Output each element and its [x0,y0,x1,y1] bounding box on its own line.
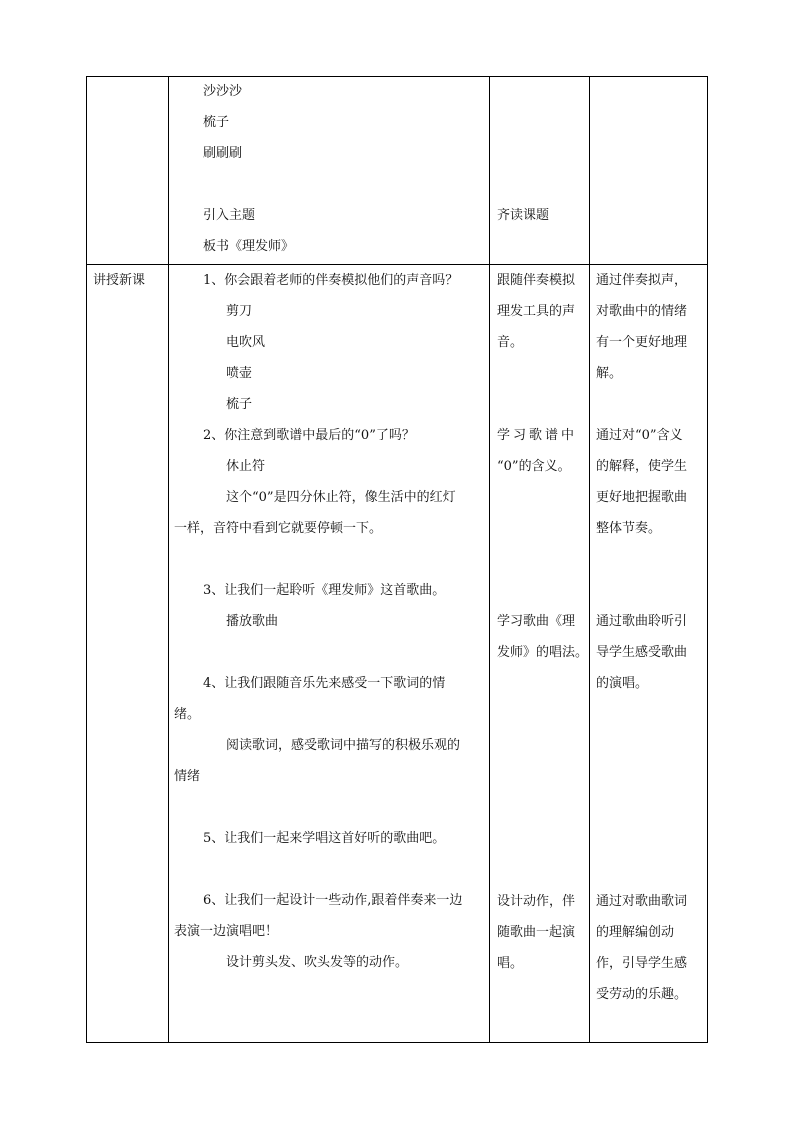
table-col-divider-2 [489,76,490,1043]
row1-line: 沙沙沙 [203,84,243,99]
step-4-question: 4、让我们跟随音乐先来感受一下歌词的情 [203,676,446,691]
row1-line: 梳子 [203,115,230,130]
row1-line: 引入主题 [203,208,256,223]
row1-line: 刷刷刷 [203,146,243,161]
design-intent-1: 通过伴奏拟声， 对歌曲中的情绪 有一个更好地理 解。 [596,273,688,381]
row1-student-activity: 齐读课题 [497,208,550,223]
design-intent-3: 通过歌曲聆听引 导学生感受歌曲 的演唱。 [596,614,688,691]
design-intent-2: 通过对“0”含义 的解释，使学生 更好地把握歌曲 整体节奏。 [596,428,688,536]
tool-item: 电吹风 [226,335,266,350]
design-intent-4: 通过对歌曲歌词 的理解编创动 作，引导学生感 受劳动的乐趣。 [596,894,688,1002]
step-2-question: 2、你注意到歌谱中最后的“0”了吗？ [203,428,415,443]
table-border-bottom [86,1042,708,1043]
row1-line: 板书《理发师》 [203,239,295,254]
table-border-right [707,76,708,1043]
student-activity-1: 跟随伴奏模拟 理发工具的声 音。 [497,273,576,350]
student-activity-3: 学习歌曲《理 发师》的唱法。 [497,614,589,660]
step-1-question: 1、你会跟着老师的伴奏模拟他们的声音吗？ [203,273,459,288]
step-6-cont: 表演一边演唱吧！ [174,924,279,939]
tool-item: 梳子 [226,397,253,412]
read-lyrics-cont: 情绪 [174,769,201,784]
table-border-left [86,76,87,1043]
table-col-divider-1 [168,76,169,1043]
read-lyrics: 阅读歌词，感受歌词中描写的积极乐观的 [226,738,461,753]
step-4-cont: 绪。 [174,707,201,722]
step-6-question: 6、让我们一起设计一些动作,跟着伴奏来一边 [203,893,463,908]
row1-line [203,169,483,200]
teacher-activity-cell [174,265,486,978]
student-activity-4: 设计动作，伴 随歌曲一起演 唱。 [497,894,576,971]
design-actions: 设计剪头发、吹头发等的动作。 [226,955,409,970]
rest-label: 休止符 [226,459,266,474]
rest-explanation-cont: 一样，音符中看到它就要停顿一下。 [174,521,383,536]
rest-explanation: 这个“0”是四分休止符，像生活中的红灯 [226,490,456,505]
step-5-question: 5、让我们一起来学唱这首好听的歌曲吧。 [203,831,446,846]
student-activity-2: 学习歌谱中 “0”的含义。 [497,428,578,474]
tool-item: 剪刀 [226,304,253,319]
tool-item: 喷壶 [226,366,253,381]
row1-content-cell [203,76,483,262]
stage-label: 讲授新课 [93,273,146,288]
step-3-question: 3、让我们一起聆听《理发师》这首歌曲。 [203,583,446,598]
play-song: 播放歌曲 [226,614,279,629]
table-col-divider-3 [589,76,590,1043]
